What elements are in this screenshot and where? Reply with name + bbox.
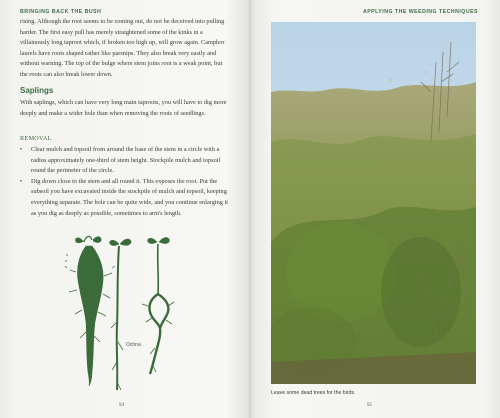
right-page-number: 95 — [367, 403, 372, 408]
ochna-root-bulb-drawing — [65, 236, 115, 386]
removal-step-2: • Dig down close to the stem and all round it. This exposes the root. Put the subsoil you have excavated inside the stockpile of mulch and topsoil, keeping everything separate. The hole can be quite wide, and you continue enlarging it as you dig as deeply as possible, sometimes to arm's length. — [20, 177, 230, 219]
photo-caption: Leave some dead trees for the birds. — [271, 390, 356, 396]
section-heading-saplings: Saplings — [20, 86, 54, 95]
ochna-seedlings-illustration — [62, 232, 192, 402]
subhead-removal: REMOVAL — [20, 135, 52, 142]
bushland-photo-art — [271, 22, 476, 384]
left-page-number: 94 — [119, 403, 124, 408]
removal-steps-list — [20, 145, 230, 219]
left-running-head: BRINGING BACK THE BUSH — [20, 9, 102, 15]
bushland-photo — [271, 22, 476, 384]
ochna-long-taproot-drawing — [110, 239, 131, 390]
right-running-head: APPLYING THE WEEDING TECHNIQUES — [362, 9, 478, 15]
removal-step-1: • Clear mulch and topsoil from around the base of the stem in a circle with a radius approximately one-third of stem height. Stockpile mulch and topsoil round the perimeter of the circle. — [20, 145, 230, 177]
left-page — [0, 0, 249, 418]
ochna-forked-root-drawing — [142, 237, 174, 374]
paragraph-root-removal: rising. Although the root seems to be coming out, do not be deceived into pulling harder. The first easy pull has merely straightened some of the kinks in a villainously long taproot which, if broken too high up, will grow again. Camphor laurels have roots shaped rather like parsnips. They also break very easily and without warning. The top of the bulge where stem joins root is a weak point, but the roots can also break lower down. — [20, 18, 225, 78]
paragraph-saplings: With saplings, which can have very long main taproots, you will have to dig more deeply and make a wider hole than when removing the roots of seedlings. — [20, 99, 227, 117]
right-page — [251, 0, 500, 418]
illustration-label: Ochna — [126, 342, 141, 348]
